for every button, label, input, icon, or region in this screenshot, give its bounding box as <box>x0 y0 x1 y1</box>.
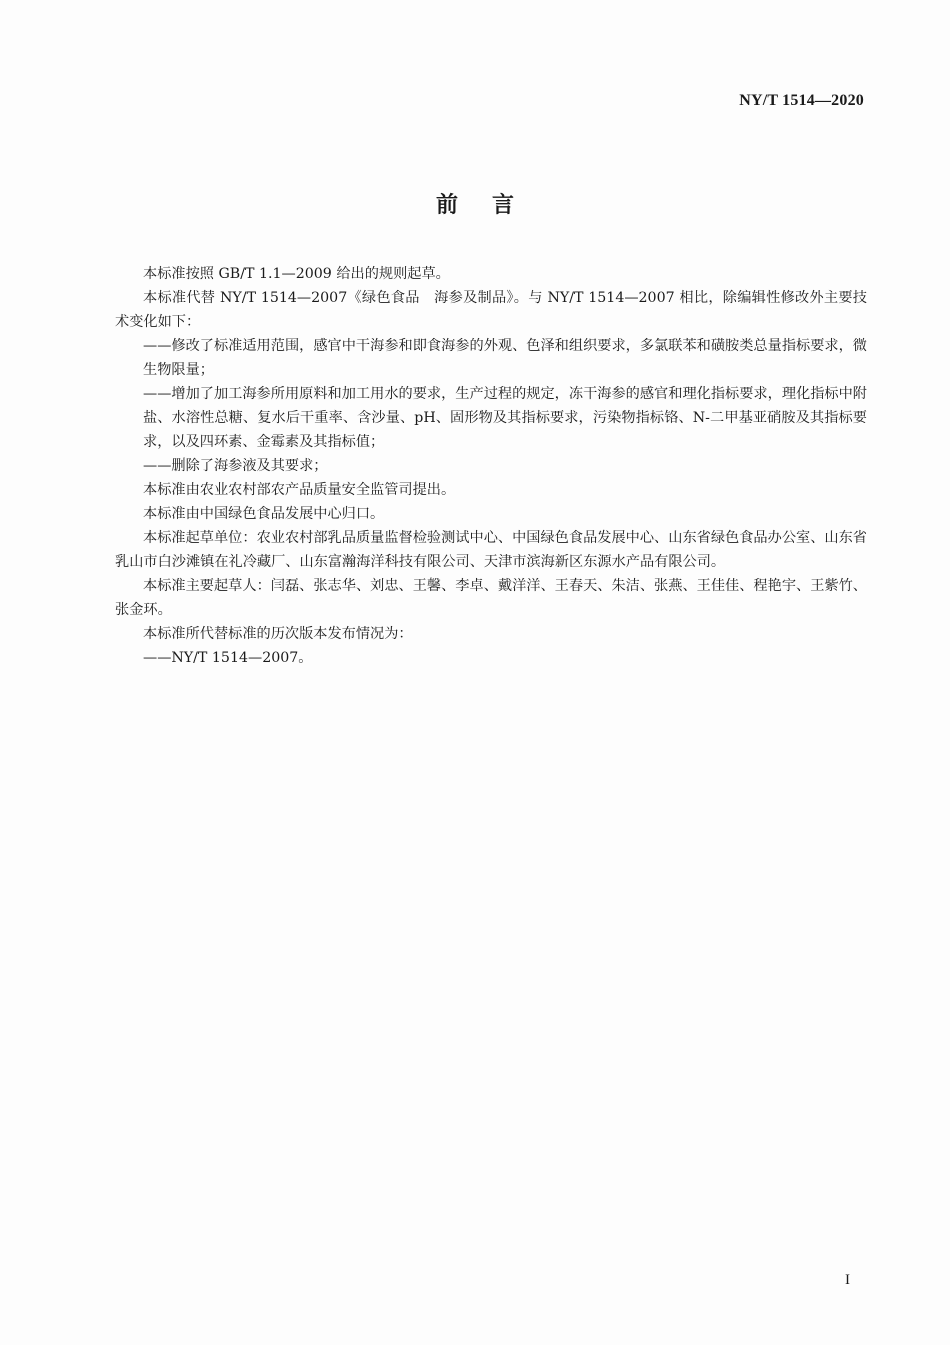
page-number: I <box>845 1272 850 1288</box>
foreword-body <box>115 262 867 670</box>
paragraph-drafters: 本标准主要起草人：闫磊、张志华、刘忠、王馨、李卓、戴洋洋、王春天、朱洁、张燕、王佳佳、程艳宇、王紫竹、张金环。 <box>115 578 867 618</box>
standard-number: NY/T 1514—2020 <box>739 92 864 109</box>
page-title: 前言 <box>435 193 548 218</box>
change-item-added: ——增加了加工海参所用原料和加工用水的要求，生产过程的规定，冻干海参的感官和理化指标要求，理化指标中附盐、水溶性总糖、复水后干重率、含沙量、pH、固形物及其指标要求，污染物指标铬、N-二甲基亚硝胺及其指标要求，以及四环素、金霉素及其指标值； <box>143 386 867 450</box>
change-item-modified: ——修改了标准适用范围，感官中干海参和即食海参的外观、色泽和组织要求，多氯联苯和磺胺类总量指标要求，微生物限量； <box>143 338 867 378</box>
paragraph-drafting-units: 本标准起草单位：农业农村部乳品质量监督检验测试中心、中国绿色食品发展中心、山东省绿色食品办公室、山东省乳山市白沙滩镇在礼冷藏厂、山东富瀚海洋科技有限公司、天津市滨海新区东源水产品有限公司。 <box>115 530 867 570</box>
paragraph-proposed-by: 本标准由农业农村部农产品质量安全监管司提出。 <box>143 482 456 498</box>
paragraph-history: 本标准所代替标准的历次版本发布情况为： <box>143 626 413 642</box>
change-item-deleted: ——删除了海参液及其要求； <box>143 458 328 474</box>
paragraph-centralized-by: 本标准由中国绿色食品发展中心归口。 <box>143 506 385 522</box>
paragraph-replacement: 本标准代替 NY/T 1514—2007《绿色食品 海参及制品》。与 NY/T 1514—2007 相比，除编辑性修改外主要技术变化如下： <box>115 290 867 330</box>
history-item: ——NY/T 1514—2007。 <box>143 650 313 666</box>
paragraph-drafting-rules: 本标准按照 GB/T 1.1—2009 给出的规则起草。 <box>143 266 450 282</box>
